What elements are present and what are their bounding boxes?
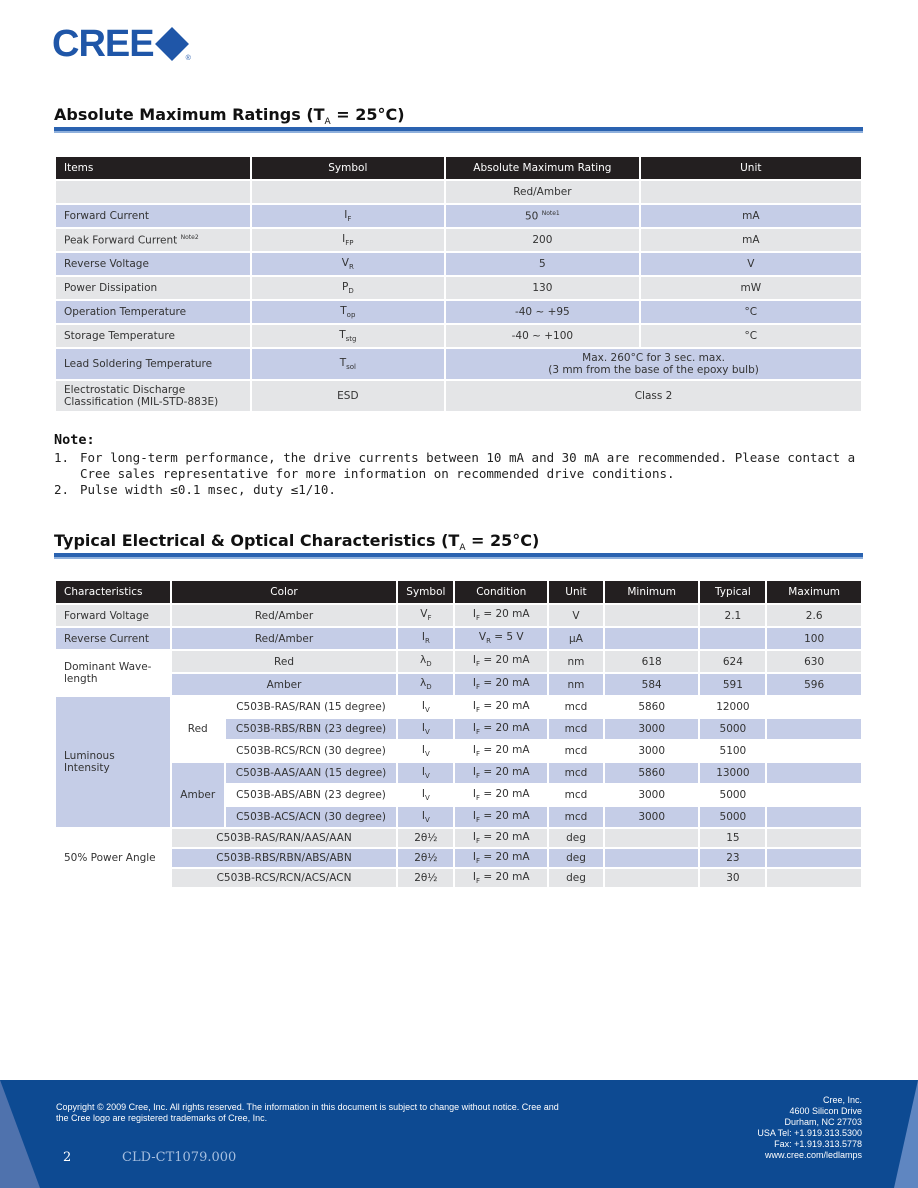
symbol-cell bbox=[251, 252, 445, 276]
condition-cell bbox=[454, 848, 548, 868]
symbol-sub: R bbox=[424, 637, 430, 646]
condition-cell bbox=[454, 806, 548, 828]
min-cell: 3000 bbox=[604, 718, 700, 740]
part-cell: C503B-RAS/RAN (15 degree) bbox=[225, 696, 398, 718]
condition: I bbox=[472, 765, 476, 778]
item-cell: Lead Soldering Temperature bbox=[55, 348, 251, 380]
condition: I bbox=[472, 830, 476, 843]
char-cell: Forward Voltage bbox=[55, 604, 171, 627]
condition-end: = 20 mA bbox=[480, 765, 530, 778]
condition: I bbox=[472, 608, 476, 621]
document-id: CLD-CT1079.000 bbox=[122, 1150, 237, 1165]
condition: I bbox=[472, 677, 476, 690]
table-row bbox=[55, 627, 862, 650]
condition-end: = 5 V bbox=[490, 631, 524, 644]
symbol: T bbox=[339, 356, 347, 369]
color-cell: Red/Amber bbox=[171, 604, 398, 627]
symbol: V bbox=[420, 608, 428, 621]
symbol-sub: F bbox=[347, 215, 352, 224]
symbol: I bbox=[421, 765, 426, 778]
max-cell bbox=[766, 848, 862, 868]
symbol-sub: D bbox=[426, 683, 432, 692]
symbol-cell bbox=[397, 604, 454, 627]
page-number: 2 bbox=[63, 1150, 72, 1165]
symbol-cell bbox=[251, 228, 445, 252]
table-row bbox=[55, 380, 862, 412]
symbol-sub: D bbox=[348, 287, 354, 296]
rating-line: (3 mm from the base of the epoxy bulb) bbox=[548, 364, 759, 376]
col-header-symbol: Symbol bbox=[251, 156, 445, 180]
min-cell bbox=[604, 868, 700, 888]
unit-cell: °C bbox=[640, 300, 862, 324]
note-number: 1. bbox=[54, 450, 70, 465]
symbol: P bbox=[341, 280, 349, 293]
absolute-max-ratings-table bbox=[54, 155, 863, 413]
logo-registered-mark: ® bbox=[185, 55, 191, 62]
item-cell: Operation Temperature bbox=[55, 300, 251, 324]
max-cell bbox=[766, 806, 862, 828]
symbol-sub: V bbox=[425, 816, 430, 825]
unit-cell: °C bbox=[640, 324, 862, 348]
symbol: I bbox=[421, 787, 426, 800]
condition-end: = 20 mA bbox=[480, 677, 530, 690]
symbol-sub: stg bbox=[345, 335, 357, 344]
typ-cell: 591 bbox=[699, 673, 766, 696]
note-item-continued bbox=[54, 466, 864, 482]
symbol: I bbox=[421, 699, 426, 712]
table-row bbox=[55, 324, 862, 348]
min-cell: 584 bbox=[604, 673, 700, 696]
condition-sub: F bbox=[475, 794, 481, 803]
condition: I bbox=[472, 870, 476, 883]
symbol-sub: V bbox=[425, 706, 430, 715]
symbol-cell: ESD bbox=[251, 380, 445, 412]
min-cell: 3000 bbox=[604, 784, 700, 806]
table-row bbox=[55, 848, 862, 868]
table-row bbox=[55, 228, 862, 252]
max-cell bbox=[766, 828, 862, 848]
col-header-typical: Typical bbox=[699, 580, 766, 604]
notes-list bbox=[54, 450, 864, 498]
unit-cell: mcd bbox=[548, 718, 604, 740]
rating-cell: 130 bbox=[445, 276, 640, 300]
char-line: length bbox=[64, 673, 98, 685]
typ-cell: 2.1 bbox=[699, 604, 766, 627]
item-cell bbox=[55, 380, 251, 412]
symbol-sub: op bbox=[346, 311, 356, 320]
electrical-optical-table bbox=[54, 579, 863, 889]
condition-end: = 20 mA bbox=[480, 699, 530, 712]
symbol-cell bbox=[251, 348, 445, 380]
typ-cell: 23 bbox=[699, 848, 766, 868]
unit-cell: V bbox=[640, 252, 862, 276]
copyright-line: the Cree logo are registered trademarks of Cree, Inc. bbox=[56, 1113, 268, 1123]
rating-cell: -40 ~ +100 bbox=[445, 324, 640, 348]
section2-title bbox=[54, 531, 539, 553]
symbol-cell: 2θ½ bbox=[397, 848, 454, 868]
symbol-cell bbox=[397, 740, 454, 762]
section1-rule bbox=[54, 127, 863, 133]
table-row bbox=[55, 604, 862, 627]
symbol-cell bbox=[251, 276, 445, 300]
char-line: Dominant Wave- bbox=[64, 661, 152, 673]
symbol-sub: R bbox=[348, 263, 354, 272]
max-cell bbox=[766, 762, 862, 784]
table-row bbox=[55, 673, 862, 696]
table-row bbox=[55, 252, 862, 276]
note-text: For long-term performance, the drive currents between 10 mA and 30 mA are recommended. Please contact a bbox=[80, 450, 856, 465]
condition-end: = 20 mA bbox=[480, 743, 530, 756]
min-cell bbox=[604, 828, 700, 848]
char-cell: Luminous Intensity bbox=[55, 696, 171, 828]
rating-cell: Class 2 bbox=[445, 380, 862, 412]
rating-cell: 200 bbox=[445, 228, 640, 252]
symbol-cell bbox=[251, 204, 445, 228]
symbol-cell bbox=[397, 650, 454, 673]
char-cell bbox=[55, 650, 171, 696]
footer-left-accent bbox=[0, 1080, 40, 1188]
condition-cell bbox=[454, 627, 548, 650]
unit-cell: V bbox=[548, 604, 604, 627]
typ-cell: 12000 bbox=[699, 696, 766, 718]
symbol-cell: 2θ½ bbox=[397, 868, 454, 888]
symbol: I bbox=[421, 631, 425, 644]
symbol-cell bbox=[251, 300, 445, 324]
min-cell: 3000 bbox=[604, 806, 700, 828]
table-row bbox=[55, 348, 862, 380]
color-group-amber: Amber bbox=[171, 762, 225, 828]
rating-cell: -40 ~ +95 bbox=[445, 300, 640, 324]
color-cell: Red/Amber bbox=[171, 627, 398, 650]
condition-cell bbox=[454, 650, 548, 673]
condition: I bbox=[472, 787, 476, 800]
note-item bbox=[54, 450, 864, 466]
table-cell bbox=[640, 180, 862, 204]
table-header-row bbox=[55, 580, 862, 604]
symbol-cell bbox=[397, 673, 454, 696]
unit-cell: deg bbox=[548, 848, 604, 868]
section2-title-sub: A bbox=[459, 543, 466, 554]
note-ref: Note1 bbox=[541, 209, 560, 217]
table-row bbox=[55, 762, 862, 784]
section2-title-text: Typical Electrical & Optical Characteristics (T bbox=[54, 531, 460, 550]
note-text: Cree sales representative for more information on recommended drive conditions. bbox=[80, 466, 675, 481]
rating-value: 50 bbox=[524, 210, 539, 223]
symbol-sub: V bbox=[425, 750, 430, 759]
part-cell: C503B-RCS/RCN (30 degree) bbox=[225, 740, 398, 762]
item-line: Classification (MIL-STD-883E) bbox=[64, 396, 219, 408]
part-cell: C503B-RAS/RAN/AAS/AAN bbox=[171, 828, 398, 848]
typ-cell bbox=[699, 627, 766, 650]
symbol-sub: V bbox=[425, 794, 430, 803]
rating-line: Max. 260°C for 3 sec. max. bbox=[582, 352, 725, 364]
condition-end: = 20 mA bbox=[480, 850, 530, 863]
col-header-maximum: Maximum bbox=[766, 580, 862, 604]
condition-sub: F bbox=[475, 837, 481, 846]
typ-cell: 5000 bbox=[699, 784, 766, 806]
typ-cell: 30 bbox=[699, 868, 766, 888]
table-row bbox=[55, 696, 862, 718]
table-row bbox=[55, 650, 862, 673]
condition: I bbox=[472, 654, 476, 667]
condition-cell bbox=[454, 740, 548, 762]
table-row bbox=[55, 204, 862, 228]
address-line: Cree, Inc. bbox=[822, 1095, 862, 1105]
min-cell: 3000 bbox=[604, 740, 700, 762]
symbol-sub: sol bbox=[346, 363, 356, 372]
symbol-sub: F bbox=[427, 614, 432, 623]
unit-cell: deg bbox=[548, 868, 604, 888]
logo-text: CREE bbox=[52, 23, 154, 65]
symbol-cell bbox=[251, 324, 445, 348]
rating-cell bbox=[445, 204, 640, 228]
unit-cell: nm bbox=[548, 650, 604, 673]
part-cell: C503B-ABS/ABN (23 degree) bbox=[225, 784, 398, 806]
unit-cell: mcd bbox=[548, 696, 604, 718]
symbol-cell bbox=[397, 784, 454, 806]
symbol-cell bbox=[397, 806, 454, 828]
max-cell bbox=[766, 740, 862, 762]
table-row bbox=[55, 276, 862, 300]
condition-sub: F bbox=[475, 750, 481, 759]
item-cell: Reverse Voltage bbox=[55, 252, 251, 276]
condition-end: = 20 mA bbox=[480, 608, 530, 621]
part-cell: C503B-RBS/RBN/ABS/ABN bbox=[171, 848, 398, 868]
max-cell: 630 bbox=[766, 650, 862, 673]
max-cell bbox=[766, 696, 862, 718]
symbol-cell bbox=[397, 696, 454, 718]
condition: I bbox=[472, 809, 476, 822]
unit-cell: mcd bbox=[548, 806, 604, 828]
section2-title-end: = 25°C) bbox=[465, 531, 540, 550]
min-cell bbox=[604, 848, 700, 868]
table-row bbox=[55, 868, 862, 888]
condition-sub: F bbox=[475, 706, 481, 715]
company-address bbox=[662, 1095, 862, 1161]
address-line: USA Tel: +1.919.313.5300 bbox=[757, 1128, 862, 1138]
rating-cell: 5 bbox=[445, 252, 640, 276]
min-cell: 5860 bbox=[604, 762, 700, 784]
table-cell bbox=[251, 180, 445, 204]
address-line: Durham, NC 27703 bbox=[784, 1117, 862, 1127]
max-cell bbox=[766, 718, 862, 740]
condition-sub: F bbox=[475, 772, 481, 781]
symbol-sub: V bbox=[425, 772, 430, 781]
condition: V bbox=[478, 631, 487, 644]
condition-sub: F bbox=[475, 816, 481, 825]
part-cell: C503B-ACS/ACN (30 degree) bbox=[225, 806, 398, 828]
col-header-color: Color bbox=[171, 580, 398, 604]
symbol: I bbox=[421, 809, 426, 822]
symbol-sub: FP bbox=[345, 239, 354, 248]
condition-cell bbox=[454, 868, 548, 888]
unit-cell: nm bbox=[548, 673, 604, 696]
col-header-items: Items bbox=[55, 156, 251, 180]
table-header-row bbox=[55, 156, 862, 180]
section1-title-end: = 25°C) bbox=[330, 105, 405, 124]
condition-sub: F bbox=[475, 614, 481, 623]
condition: I bbox=[472, 699, 476, 712]
part-cell: C503B-AAS/AAN (15 degree) bbox=[225, 762, 398, 784]
symbol: λ bbox=[420, 654, 427, 667]
max-cell bbox=[766, 868, 862, 888]
table-row bbox=[55, 180, 862, 204]
note-heading: Note: bbox=[54, 432, 95, 448]
condition-cell bbox=[454, 718, 548, 740]
col-header-characteristics: Characteristics bbox=[55, 580, 171, 604]
max-cell: 100 bbox=[766, 627, 862, 650]
symbol: λ bbox=[420, 677, 427, 690]
condition-sub: F bbox=[475, 683, 481, 692]
unit-cell: mcd bbox=[548, 740, 604, 762]
logo-diamond-icon bbox=[155, 27, 189, 61]
condition-cell bbox=[454, 762, 548, 784]
char-cell: Reverse Current bbox=[55, 627, 171, 650]
unit-cell: mA bbox=[640, 204, 862, 228]
col-header-minimum: Minimum bbox=[604, 580, 700, 604]
section1-title-sub: A bbox=[324, 117, 331, 128]
typ-cell: 624 bbox=[699, 650, 766, 673]
note-text: Pulse width ≤0.1 msec, duty ≤1/10. bbox=[80, 482, 336, 497]
condition: I bbox=[472, 721, 476, 734]
condition-end: = 20 mA bbox=[480, 721, 530, 734]
condition-end: = 20 mA bbox=[480, 870, 530, 883]
typ-cell: 5100 bbox=[699, 740, 766, 762]
section2-rule bbox=[54, 553, 863, 559]
condition-end: = 20 mA bbox=[480, 809, 530, 822]
condition-sub: F bbox=[475, 660, 481, 669]
section1-title bbox=[54, 105, 405, 127]
symbol-cell bbox=[397, 627, 454, 650]
unit-cell: µA bbox=[548, 627, 604, 650]
copyright-notice bbox=[56, 1102, 656, 1124]
website-link[interactable]: www.cree.com/ledlamps bbox=[764, 1150, 862, 1160]
item-label: Peak Forward Current bbox=[64, 234, 178, 247]
symbol: I bbox=[421, 743, 426, 756]
col-header-symbol: Symbol bbox=[397, 580, 454, 604]
condition: I bbox=[472, 850, 476, 863]
unit-cell: mcd bbox=[548, 784, 604, 806]
condition-sub: F bbox=[475, 728, 481, 737]
part-cell: C503B-RCS/RCN/ACS/ACN bbox=[171, 868, 398, 888]
condition-cell bbox=[454, 673, 548, 696]
address-line: 4600 Silicon Drive bbox=[789, 1106, 862, 1116]
condition-sub: F bbox=[475, 877, 481, 886]
item-cell: Power Dissipation bbox=[55, 276, 251, 300]
symbol-cell: 2θ½ bbox=[397, 828, 454, 848]
min-cell: 5860 bbox=[604, 696, 700, 718]
condition-sub: F bbox=[475, 857, 481, 866]
symbol: I bbox=[342, 232, 346, 245]
symbol-sub: D bbox=[426, 660, 432, 669]
max-cell: 596 bbox=[766, 673, 862, 696]
col-header-rating: Absolute Maximum Rating bbox=[445, 156, 640, 180]
col-header-condition: Condition bbox=[454, 580, 548, 604]
typ-cell: 5000 bbox=[699, 718, 766, 740]
symbol-cell bbox=[397, 762, 454, 784]
condition-end: = 20 mA bbox=[480, 830, 530, 843]
symbol: I bbox=[421, 721, 426, 734]
part-cell: C503B-RBS/RBN (23 degree) bbox=[225, 718, 398, 740]
typ-cell: 5000 bbox=[699, 806, 766, 828]
note-item bbox=[54, 482, 864, 498]
typ-cell: 15 bbox=[699, 828, 766, 848]
col-header-unit: Unit bbox=[640, 156, 862, 180]
color-cell: Red bbox=[171, 650, 398, 673]
unit-cell: mcd bbox=[548, 762, 604, 784]
symbol-sub: V bbox=[425, 728, 430, 737]
condition-end: = 20 mA bbox=[480, 787, 530, 800]
item-line: Electrostatic Discharge bbox=[64, 384, 186, 396]
unit-cell: mW bbox=[640, 276, 862, 300]
note-number: 2. bbox=[54, 482, 70, 497]
condition: I bbox=[472, 743, 476, 756]
condition-cell bbox=[454, 784, 548, 806]
char-cell: 50% Power Angle bbox=[55, 828, 171, 888]
table-cell bbox=[55, 180, 251, 204]
condition-cell bbox=[454, 828, 548, 848]
item-label: Forward Current bbox=[64, 210, 149, 222]
table-row bbox=[55, 300, 862, 324]
rating-cell bbox=[445, 348, 862, 380]
symbol: I bbox=[344, 208, 348, 221]
max-cell: 2.6 bbox=[766, 604, 862, 627]
unit-cell: mA bbox=[640, 228, 862, 252]
note-ref: Note2 bbox=[180, 233, 199, 241]
symbol-cell bbox=[397, 718, 454, 740]
section1-title-text: Absolute Maximum Ratings (T bbox=[54, 105, 325, 124]
symbol: T bbox=[339, 328, 346, 341]
condition-cell bbox=[454, 696, 548, 718]
col-header-unit: Unit bbox=[548, 580, 604, 604]
max-cell bbox=[766, 784, 862, 806]
item-cell bbox=[55, 228, 251, 252]
unit-cell: deg bbox=[548, 828, 604, 848]
min-cell bbox=[604, 604, 700, 627]
symbol: T bbox=[340, 304, 347, 317]
cree-logo bbox=[52, 23, 191, 65]
condition-end: = 20 mA bbox=[480, 654, 530, 667]
symbol: V bbox=[341, 256, 349, 269]
copyright-line: Copyright © 2009 Cree, Inc. All rights reserved. The information in this document is subject to change without notice. Cree and bbox=[56, 1102, 559, 1112]
typ-cell: 13000 bbox=[699, 762, 766, 784]
min-cell bbox=[604, 627, 700, 650]
table-row bbox=[55, 828, 862, 848]
condition-sub: R bbox=[486, 637, 491, 646]
color-group-red: Red bbox=[171, 696, 225, 762]
address-line: Fax: +1.919.313.5778 bbox=[774, 1139, 862, 1149]
condition-cell bbox=[454, 604, 548, 627]
item-cell: Storage Temperature bbox=[55, 324, 251, 348]
footer-right-accent bbox=[894, 1080, 918, 1188]
color-cell: Amber bbox=[171, 673, 398, 696]
min-cell: 618 bbox=[604, 650, 700, 673]
item-cell bbox=[55, 204, 251, 228]
rating-subheader: Red/Amber bbox=[445, 180, 640, 204]
